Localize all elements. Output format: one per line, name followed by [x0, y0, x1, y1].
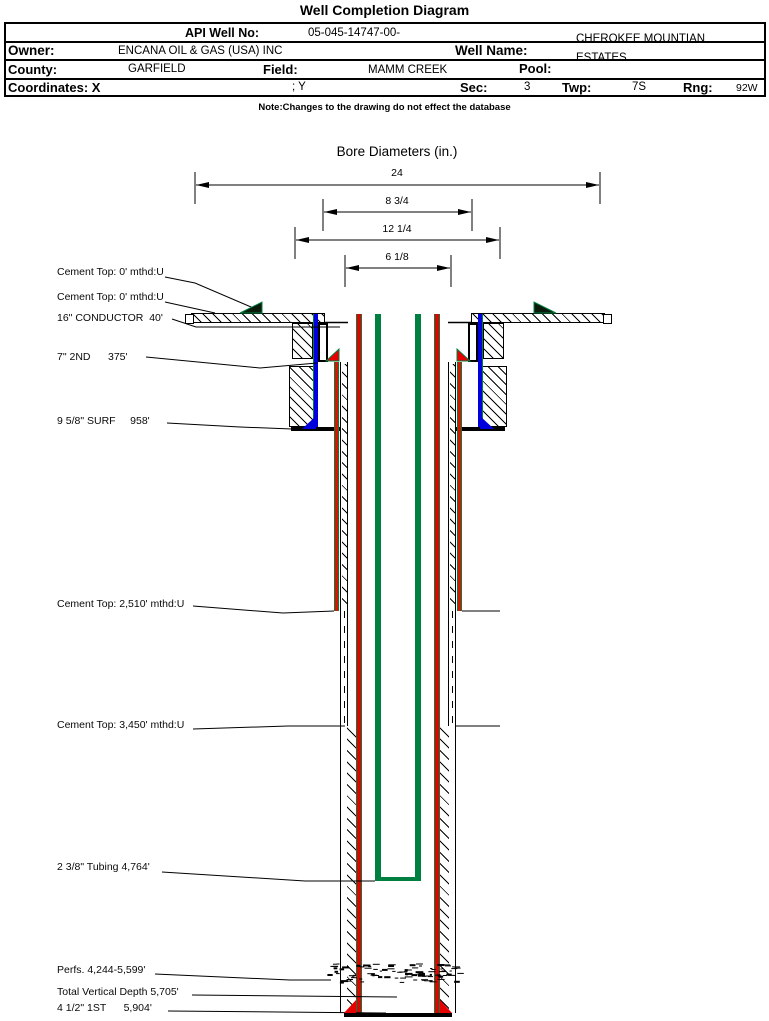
pool-label: Pool: [519, 61, 552, 76]
rng-label: Rng: [683, 80, 713, 95]
hanger-wedge-right [457, 349, 470, 361]
sec-value: 3 [524, 81, 531, 93]
anno-cement-top-3450: Cement Top: 3,450' mthd:U [57, 719, 185, 731]
perforation-marks [327, 964, 463, 984]
api-well-no-value: 05-045-14747-00- [308, 27, 401, 39]
twp-label: Twp: [562, 80, 592, 95]
well-name-label: Well Name: [455, 43, 528, 58]
field-value: MAMM CREEK [368, 64, 448, 76]
hanger-wedge-left [326, 349, 339, 361]
twp-value: 7S [632, 81, 647, 93]
rng-value: 92W [736, 82, 758, 94]
bore-diameters-title: Bore Diameters (in.) [336, 144, 458, 159]
leader-lines [146, 277, 500, 1013]
owner-value: ENCANA OIL & GAS (USA) INC [118, 45, 283, 57]
note-text: Note:Changes to the drawing do not effect the database [258, 102, 511, 113]
dimension-arrows [196, 182, 599, 271]
well-name-value-line1: CHEROKEE MOUNTIAN [576, 33, 706, 45]
production-shoe-right [440, 1000, 452, 1013]
bore-dim-12-1-4: 12 1/4 [382, 223, 412, 235]
anno-cement-top-2510: Cement Top: 2,510' mthd:U [57, 598, 185, 610]
page-title: Well Completion Diagram [299, 2, 470, 18]
bore-dim-6-1-8: 6 1/8 [385, 251, 409, 263]
anno-perfs: Perfs. 4,244-5,599' [57, 964, 146, 976]
anno-7in-2nd: 7" 2ND 375' [57, 351, 128, 363]
coordinates-y: ; Y [292, 81, 306, 93]
field-label: Field: [263, 62, 298, 77]
well-name-value-line2: ESTATES [576, 52, 627, 64]
anno-tvd: Total Vertical Depth 5,705' [57, 986, 179, 998]
dimension-lines [195, 172, 600, 287]
county-value: GARFIELD [128, 63, 186, 75]
anno-conductor: 16" CONDUCTOR 40' [57, 312, 163, 324]
anno-9-5-8-surf: 9 5/8" SURF 958' [57, 415, 150, 427]
coordinates-label: Coordinates: X [8, 80, 101, 95]
anno-cement-top-0-b: Cement Top: 0' mthd:U [57, 291, 164, 303]
api-well-no-label: API Well No: [185, 26, 260, 40]
surface-shoe-right [480, 416, 494, 429]
anno-tubing: 2 3/8" Tubing 4,764' [57, 861, 150, 873]
production-shoe-left [344, 1000, 356, 1013]
bore-dim-24: 24 [391, 167, 403, 179]
surface-shoe-left [302, 416, 316, 429]
sec-label: Sec: [460, 80, 488, 95]
anno-cement-top-0-a: Cement Top: 0' mthd:U [57, 266, 164, 278]
bore-dim-8-3-4: 8 3/4 [385, 195, 409, 207]
county-label: County: [8, 62, 58, 77]
flange-weld-right [534, 302, 556, 313]
anno-4-5-1st: 4 1/2" 1ST 5,904' [57, 1002, 152, 1014]
owner-label: Owner: [8, 43, 55, 58]
